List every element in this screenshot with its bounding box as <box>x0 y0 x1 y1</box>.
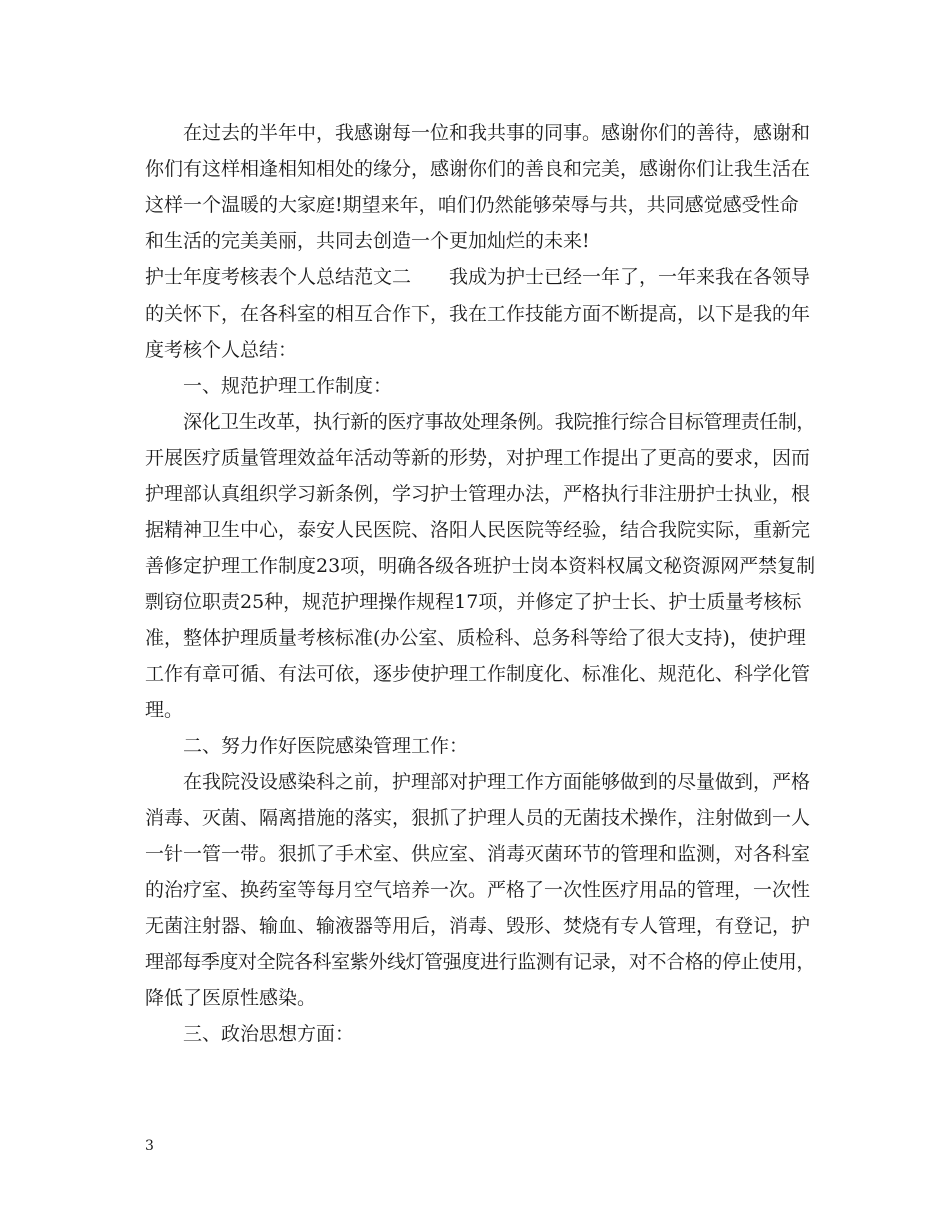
text-line-15: 准，整体护理质量考核标准(办公室、质检科、总务科等给了很大支持)，使护理 <box>145 627 806 649</box>
text-line-12: 据精神卫生中心，泰安人民医院、洛阳人民医院等经验，结合我院实际，重新完 <box>145 519 811 541</box>
section-heading-3: 三、政治思想方面： <box>183 1023 355 1045</box>
text-line-3: 这样一个温暖的大家庭!期望来年，咱们仍然能够荣辱与共，共同感觉感受性命 <box>145 194 799 216</box>
text-line-13: 善修定护理工作制度23项，明确各级各班护士岗本资料权属文秘资源网严禁复制 <box>145 555 816 577</box>
text-line-2: 你们有这样相逢相知相处的缘分，感谢你们的善良和完美，感谢你们让我生活在 <box>145 158 811 180</box>
section-heading-2: 二、努力作好医院感染管理工作： <box>183 735 469 757</box>
text-line-1: 在过去的半年中，我感谢每一位和我共事的同事。感谢你们的善待，感谢和 <box>183 122 811 144</box>
text-line-14: 剽窃位职责25种，规范护理操作规程17项，并修定了护士长、护士质量考核标 <box>145 591 802 613</box>
text-line-10: 开展医疗质量管理效益年活动等新的形势，对护理工作提出了更高的要求，因而 <box>145 447 811 469</box>
text-line-9: 深化卫生改革，执行新的医疗事故处理条例。我院推行综合目标管理责任制， <box>183 411 816 433</box>
text-line-4: 和生活的完美美丽，共同去创造一个更加灿烂的未来! <box>145 230 590 252</box>
text-line-20: 消毒、灭菌、隔离措施的落实，狠抓了护理人员的无菌技术操作，注射做到一人 <box>145 807 811 829</box>
text-line-17: 理。 <box>145 699 184 721</box>
text-line-6: 的关怀下，在各科室的相互合作下，我在工作技能方面不断提高，以下是我的年 <box>145 303 811 325</box>
text-line-21: 一针一管一带。狠抓了手术室、供应室、消毒灭菌环节的管理和监测，对各科室 <box>145 843 811 865</box>
text-line-23: 无菌注射器、输血、输液器等用后，消毒、毁形、焚烧有专人管理，有登记，护 <box>145 915 811 937</box>
text-line-25: 降低了医原性感染。 <box>145 987 317 1009</box>
page-number: 3 <box>145 1138 154 1154</box>
text-line-5: 护士年度考核表个人总结范文二 我成为护士已经一年了，一年来我在各领导 <box>145 266 811 288</box>
text-line-16: 工作有章可循、有法可依，逐步使护理工作制度化、标准化、规范化、科学化管 <box>145 663 811 685</box>
text-line-24: 理部每季度对全院各科室紫外线灯管强度进行监测有记录，对不合格的停止使用， <box>145 951 816 973</box>
text-line-22: 的治疗室、换药室等每月空气培养一次。严格了一次性医疗用品的管理，一次性 <box>145 879 811 901</box>
text-line-11: 护理部认真组织学习新条例，学习护士管理办法，严格执行非注册护士执业，根 <box>145 483 811 505</box>
section-heading-1: 一、规范护理工作制度： <box>183 375 393 397</box>
text-line-19: 在我院没设感染科之前，护理部对护理工作方面能够做到的尽量做到，严格 <box>183 771 811 793</box>
text-line-7: 度考核个人总结： <box>145 339 298 361</box>
